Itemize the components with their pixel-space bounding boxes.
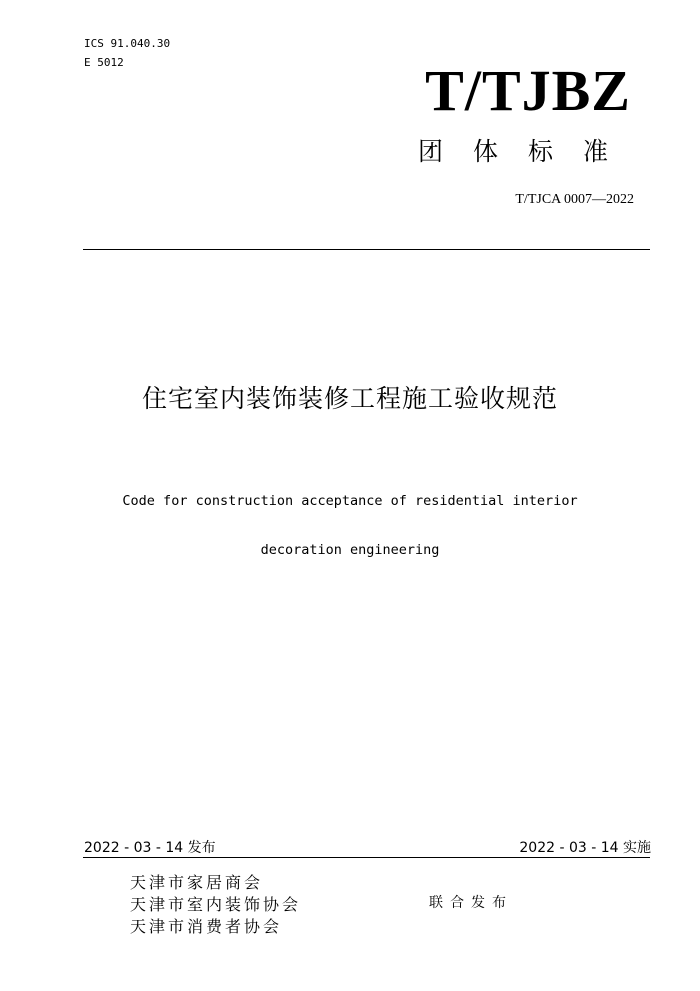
- issuer-item: 天津市家居商会: [130, 873, 264, 892]
- document-title-english-line-1: Code for construction acceptance of residential interior: [122, 493, 578, 509]
- issuer-list: [130, 872, 301, 938]
- standard-series-mark: T/TJBZ: [425, 58, 631, 123]
- issue-date: 2022 - 03 - 14 发布: [84, 840, 216, 856]
- bottom-divider: [83, 857, 650, 858]
- issuer-item: 天津市室内装饰协会: [130, 895, 302, 914]
- ccs-code: E 5012: [84, 56, 124, 69]
- joint-release-label: 联合发布: [429, 895, 513, 911]
- top-divider: [83, 249, 650, 250]
- document-title-chinese: 住宅室内装饰装修工程施工验收规范: [141, 384, 558, 413]
- issuer-item: 天津市消费者协会: [130, 917, 283, 936]
- document-title-english-line-2: decoration engineering: [260, 542, 440, 558]
- document-type: 团体标准: [417, 137, 638, 166]
- ics-code: ICS 91.040.30: [84, 37, 171, 50]
- standard-number: T/TJCA 0007—2022: [515, 192, 634, 207]
- implementation-date: 2022 - 03 - 14 实施: [519, 840, 651, 856]
